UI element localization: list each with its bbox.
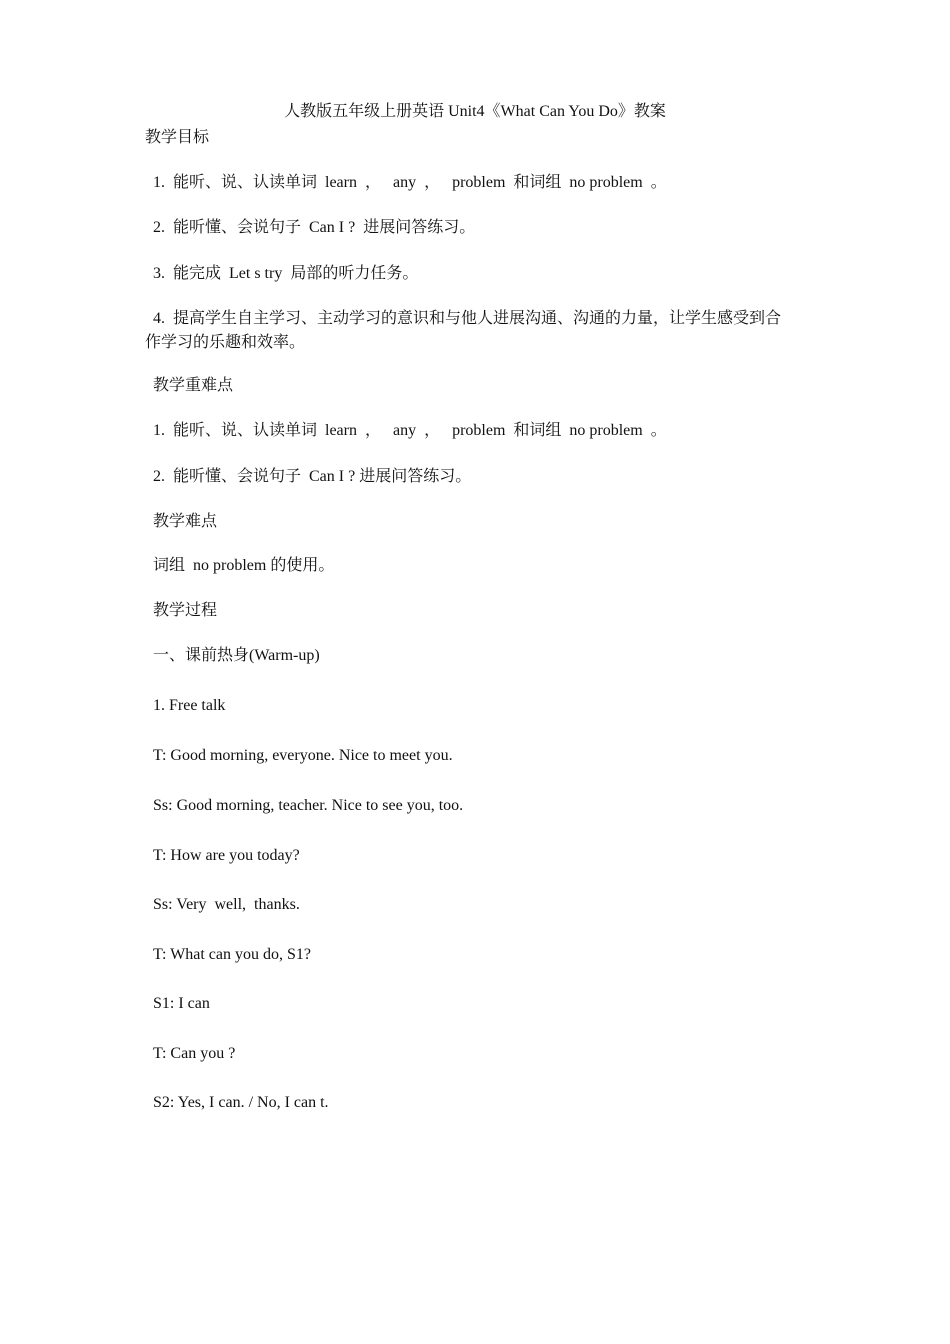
warmup-line: T: Good morning, everyone. Nice to meet you. xyxy=(153,747,453,764)
warmup-line: S1: I can xyxy=(153,995,210,1012)
warmup-heading: 一、课前热身(Warm-up) xyxy=(153,647,320,664)
objective-item-4-continued: 作学习的乐趣和效率。 xyxy=(145,334,306,351)
key-points-heading: 教学重难点 xyxy=(153,377,234,394)
objective-item-1: 1. 能听、说、认读单词 learn ， any ， problem 和词组 no problem 。 xyxy=(153,174,667,191)
objectives-heading: 教学目标 xyxy=(145,129,210,146)
difficulty-text: 词组 no problem 的使用。 xyxy=(153,557,335,574)
objective-item-2: 2. 能听懂、会说句子 Can I ? 进展问答练习。 xyxy=(153,219,476,236)
objective-item-4: 4. 提高学生自主学习、主动学习的意识和与他人进展沟通、沟通的力量，让学生感受到合 xyxy=(153,310,782,327)
warmup-line: T: Can you ? xyxy=(153,1045,236,1062)
process-heading: 教学过程 xyxy=(153,602,218,619)
warmup-line: T: How are you today? xyxy=(153,847,300,864)
difficulty-heading: 教学难点 xyxy=(153,513,218,530)
key-point-item-1: 1. 能听、说、认读单词 learn ， any ， problem 和词组 no problem 。 xyxy=(153,422,667,439)
key-point-item-2: 2. 能听懂、会说句子 Can I ? 进展问答练习。 xyxy=(153,468,472,485)
document-title: 人教版五年级上册英语 Unit4《What Can You Do》教案 xyxy=(284,103,666,120)
warmup-line: T: What can you do, S1? xyxy=(153,946,311,963)
warmup-line: Ss: Good morning, teacher. Nice to see you, too. xyxy=(153,797,464,814)
warmup-line: Ss: Very well, thanks. xyxy=(153,896,300,913)
objective-item-3: 3. 能完成 Let s try 局部的听力任务。 xyxy=(153,265,419,282)
warmup-line: S2: Yes, I can. / No, I can t. xyxy=(153,1094,329,1111)
warmup-line: 1. Free talk xyxy=(153,697,226,714)
